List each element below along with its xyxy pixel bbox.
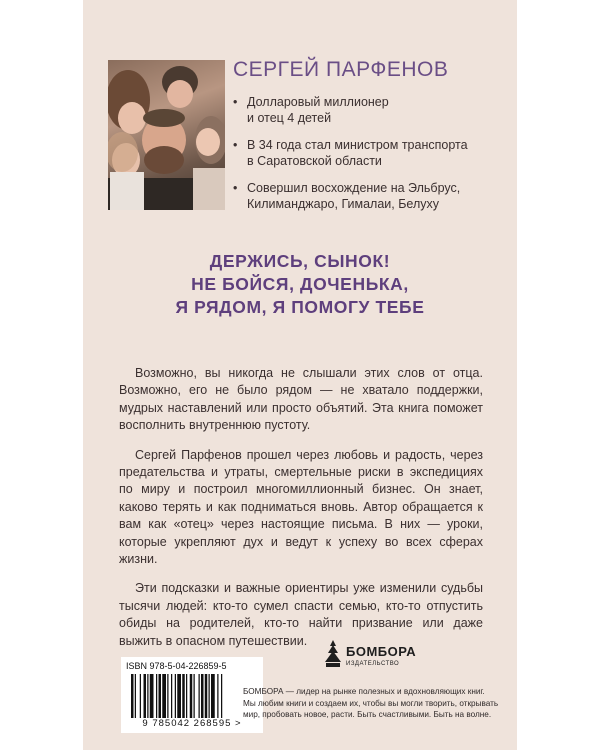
barcode-number: 9 785042 268595 >: [142, 718, 242, 729]
author-fact: • Совершил восхождение на Эльбрус, Килиманджаро, Гималаи, Белуху: [233, 180, 513, 212]
headline-line: ДЕРЖИСЬ, СЫНОК!: [209, 251, 391, 271]
headline: [83, 250, 517, 319]
description-paragraph: Сергей Парфенов прошел через любовь и радость, через предательства и утраты, смертельные риски в экспедициях по миру и построил многомиллионный бизнес. Он знает, каково терять и как подниматься вновь. Автор обращается к вам как «отец» через настоящие письма. В них — уроки, которые укрепляют дух и ведут к успеху во всех сферах жизни.: [119, 447, 483, 567]
back-cover: [83, 0, 517, 750]
author-name: СЕРГЕЙ ПАРФЕНОВ: [233, 58, 449, 81]
description-paragraph: Эти подсказки и важные ориентиры уже изменили судьбы тысячи людей: кто-то сумел спасти семью, кто-то отпустить обиды на родителей, кто-то найти призвание или даже выжить в опасном путешествии.: [119, 581, 483, 648]
author-fact: • В 34 года стал министром транспорта в Саратовской области: [233, 137, 513, 169]
publisher-name: БОМБОРА: [346, 644, 417, 659]
headline-line: Я РЯДОМ, Я ПОМОГУ ТЕБЕ: [175, 297, 425, 317]
author-family-photo: [108, 60, 225, 210]
barcode-bars: [131, 674, 253, 718]
author-facts-list: [233, 94, 513, 223]
headline-line: НЕ БОЙСЯ, ДОЧЕНЬКА,: [191, 274, 409, 294]
publisher-tagline: БОМБОРА — лидер на рынке полезных и вдохновляющих книг. Мы любим книги и создаем их, чтобы вы могли творить, открывать мир, пробовать новое, расти. Быть счастливыми. Быть на волне.: [243, 687, 499, 719]
description-paragraph: Возможно, вы никогда не слышали этих слов от отца. Возможно, его не было рядом — не хватало поддержки, мудрых наставлений или просто объятий. Эта книга поможет восполнить внутреннюю пустоту.: [119, 366, 483, 433]
publisher-subtitle: ИЗДАТЕЛЬСТВО: [346, 661, 400, 667]
author-fact: • Долларовый миллионер и отец 4 детей: [233, 94, 513, 126]
bombora-logo-icon: [323, 640, 343, 668]
isbn-label: ISBN 978-5-04-226859-5: [126, 661, 227, 671]
barcode: [121, 657, 263, 733]
family-photo-illustration: [108, 60, 225, 210]
description-text: [119, 365, 483, 662]
